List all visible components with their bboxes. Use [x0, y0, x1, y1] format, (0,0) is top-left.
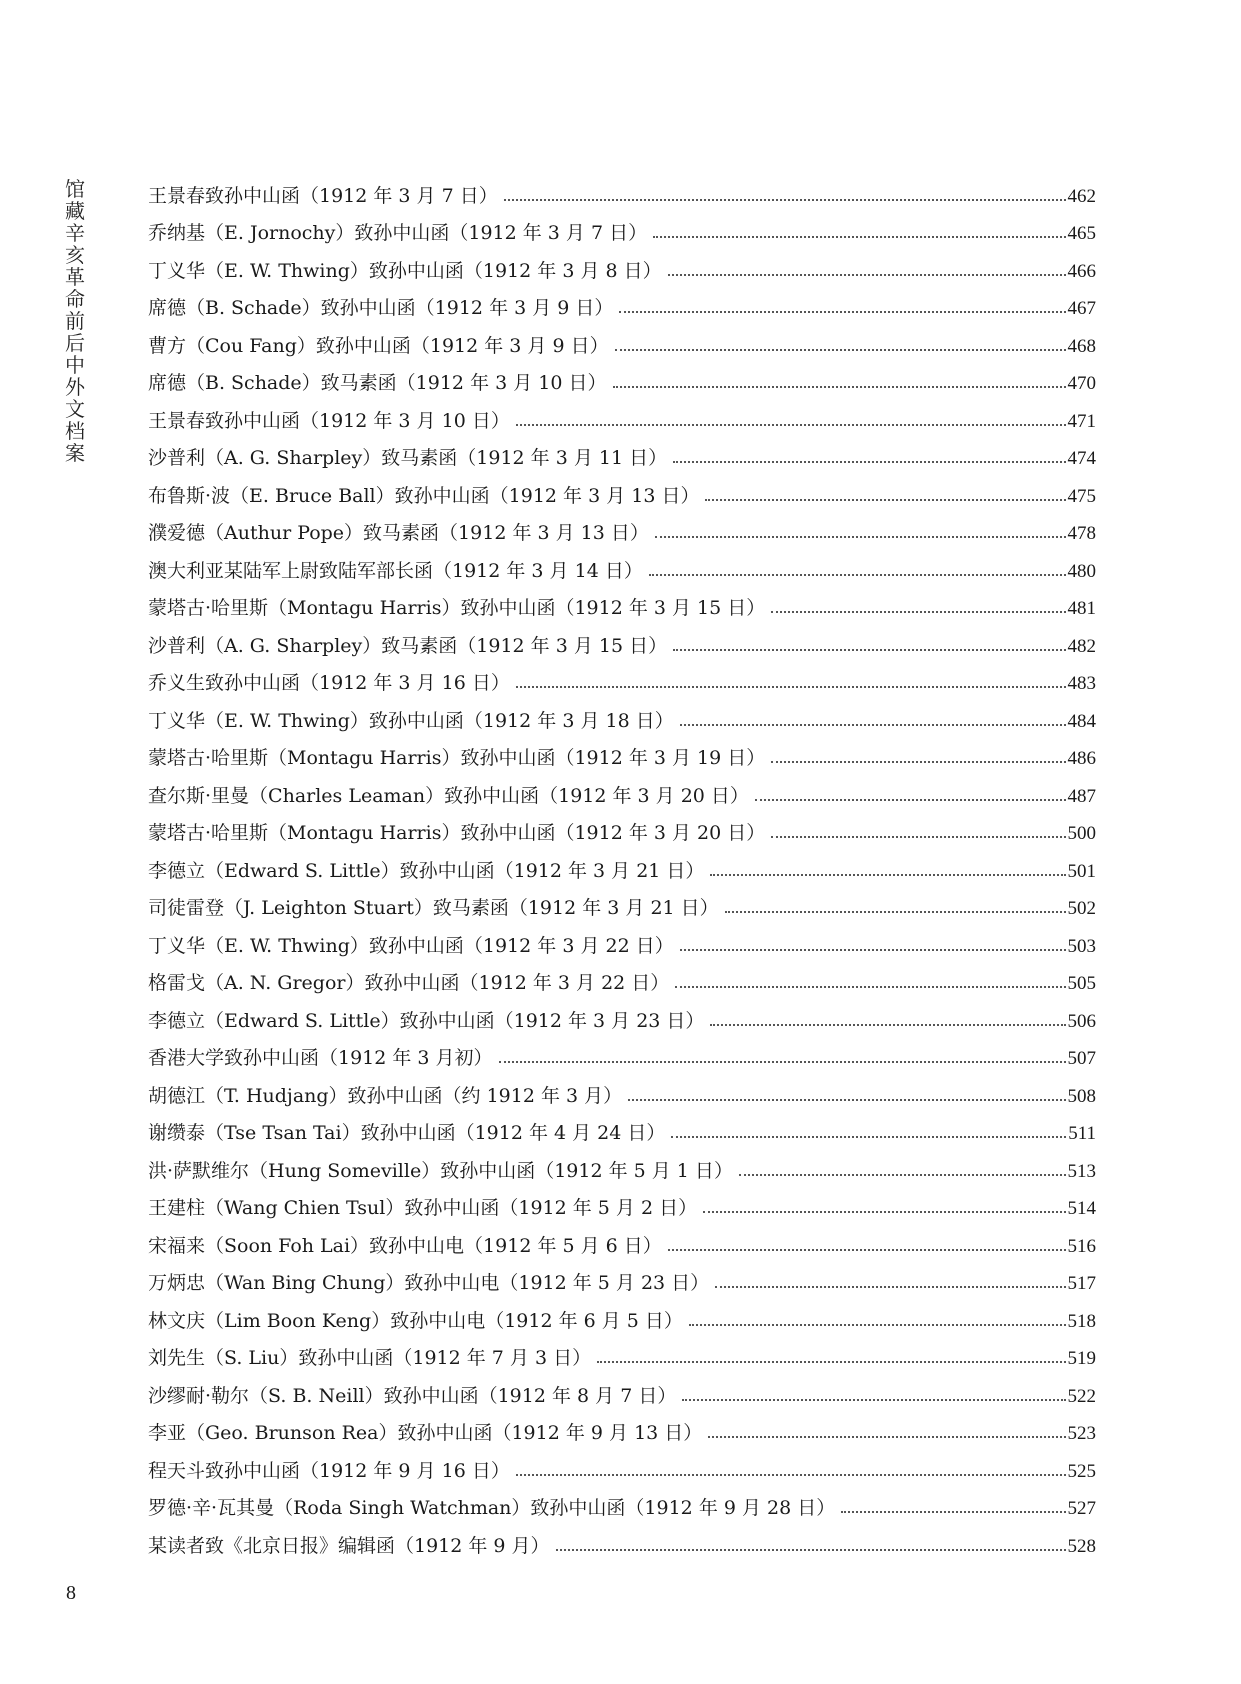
toc-entry[interactable]	[148, 1070, 1096, 1108]
toc-entry[interactable]	[148, 1333, 1096, 1371]
toc-entry-title: 胡德江（T. Hudjang）致孙中山函（约 1912 年 3 月）	[148, 1084, 623, 1107]
toc-dot-leader	[499, 1061, 1066, 1063]
toc-entry[interactable]	[148, 1295, 1096, 1333]
toc-entry-page: 471	[1067, 410, 1096, 432]
toc-entry-title: 李德立（Edward S. Little）致孙中山函（1912 年 3 月 23 日）	[148, 1009, 705, 1032]
toc-entry-title: 澳大利亚某陆军上尉致陆军部长函（1912 年 3 月 14 日）	[148, 559, 643, 582]
toc-entry[interactable]	[148, 1145, 1096, 1183]
toc-entry-page: 478	[1067, 523, 1096, 544]
toc-entry-page: 503	[1067, 935, 1096, 957]
toc-dot-leader	[771, 836, 1065, 838]
toc-entry[interactable]	[148, 320, 1096, 358]
toc-entry-title: 程天斗致孙中山函（1912 年 9 月 16 日）	[148, 1459, 510, 1482]
toc-entry[interactable]	[148, 1408, 1096, 1446]
toc-entry-title: 布鲁斯·波（E. Bruce Ball）致孙中山函（1912 年 3 月 13 日）	[148, 484, 700, 507]
toc-entry-title: 丁义华（E. W. Thwing）致孙中山函（1912 年 3 月 18 日）	[148, 709, 674, 732]
toc-entry-title: 沙普利（A. G. Sharpley）致马素函（1912 年 3 月 15 日）	[148, 634, 668, 657]
toc-entry-page: 468	[1067, 335, 1096, 357]
toc-entry-title: 林文庆（Lim Boon Keng）致孙中山电（1912 年 6 月 5 日）	[148, 1309, 683, 1332]
toc-dot-leader	[673, 649, 1065, 651]
toc-entry-page: 507	[1067, 1048, 1096, 1069]
toc-dot-leader	[516, 686, 1066, 688]
toc-entry-title: 沙缪耐·勒尔（S. B. Neill）致孙中山函（1912 年 8 月 7 日）	[148, 1384, 677, 1407]
toc-entry-title: 李亚（Geo. Brunson Rea）致孙中山函（1912 年 9 月 13 日）	[148, 1422, 703, 1444]
toc-entry[interactable]	[148, 770, 1096, 808]
toc-entry[interactable]	[148, 508, 1096, 546]
toc-entry-page: 474	[1067, 448, 1096, 469]
toc-dot-leader	[703, 1211, 1065, 1213]
toc-entry-page: 508	[1067, 1085, 1096, 1107]
toc-entry-title: 司徒雷登（J. Leighton Stuart）致马素函（1912 年 3 月 21 日）	[148, 897, 719, 919]
toc-dot-leader	[516, 424, 1066, 426]
toc-entry-title: 丁义华（E. W. Thwing）致孙中山函（1912 年 3 月 22 日）	[148, 934, 674, 957]
toc-entry-title: 某读者致《北京日报》编辑函（1912 年 9 月）	[148, 1534, 550, 1557]
toc-entry-title: 乔义生致孙中山函（1912 年 3 月 16 日）	[148, 672, 510, 694]
toc-dot-leader	[628, 1099, 1065, 1101]
toc-dot-leader	[725, 911, 1066, 913]
toc-entry[interactable]	[148, 1370, 1096, 1408]
toc-entry[interactable]	[148, 883, 1096, 921]
toc-entry-title: 蒙塔古·哈里斯（Montagu Harris）致孙中山函（1912 年 3 月 15 日）	[148, 597, 766, 619]
toc-dot-leader	[516, 1474, 1066, 1476]
toc-entry-page: 481	[1067, 598, 1096, 619]
toc-entry-title: 谢缵泰（Tse Tsan Tai）致孙中山函（1912 年 4 月 24 日）	[148, 1122, 666, 1144]
toc-entry-page: 506	[1067, 1010, 1096, 1032]
toc-entry-title: 李德立（Edward S. Little）致孙中山函（1912 年 3 月 21 日）	[148, 859, 705, 882]
toc-entry-page: 487	[1067, 785, 1096, 807]
toc-dot-leader	[771, 611, 1065, 613]
toc-dot-leader	[671, 1136, 1066, 1138]
running-head: 馆藏辛亥革命前后中外文档案	[65, 177, 85, 465]
toc-entry-title: 席德（B. Schade）致马素函（1912 年 3 月 10 日）	[148, 372, 607, 394]
toc-entry-page: 519	[1067, 1348, 1096, 1369]
toc-entry-page: 470	[1067, 373, 1096, 394]
toc-dot-leader	[682, 1399, 1065, 1401]
toc-entry-title: 濮爱德（Authur Pope）致马素函（1912 年 3 月 13 日）	[148, 522, 649, 544]
toc-entry[interactable]	[148, 958, 1096, 996]
toc-entry-title: 刘先生（S. Liu）致孙中山函（1912 年 7 月 3 日）	[148, 1347, 592, 1369]
toc-entry[interactable]	[148, 658, 1096, 696]
toc-entry-page: 505	[1067, 973, 1096, 994]
toc-dot-leader	[680, 949, 1066, 951]
toc-entry-title: 蒙塔古·哈里斯（Montagu Harris）致孙中山函（1912 年 3 月 19 日）	[148, 747, 766, 769]
toc-dot-leader	[705, 499, 1065, 501]
table-of-contents	[148, 170, 1096, 1558]
toc-entry[interactable]	[148, 1220, 1096, 1258]
toc-entry-title: 查尔斯·里曼（Charles Leaman）致孙中山函（1912 年 3 月 20 日）	[148, 784, 749, 807]
toc-entry[interactable]	[148, 395, 1096, 433]
toc-entry-page: 528	[1067, 1535, 1096, 1557]
toc-entry-page: 513	[1067, 1160, 1096, 1182]
toc-dot-leader	[771, 761, 1065, 763]
toc-entry[interactable]	[148, 1183, 1096, 1221]
toc-dot-leader	[689, 1324, 1066, 1326]
toc-dot-leader	[668, 1249, 1066, 1251]
toc-entry-page: 484	[1067, 710, 1096, 732]
toc-entry-title: 罗德·辛·瓦其曼（Roda Singh Watchman）致孙中山函（1912 年 9 月 28 日）	[148, 1497, 836, 1519]
toc-entry-page: 486	[1067, 748, 1096, 769]
toc-entry-title: 宋福来（Soon Foh Lai）致孙中山电（1912 年 5 月 6 日）	[148, 1234, 662, 1257]
page-number: 8	[66, 1582, 76, 1604]
toc-dot-leader	[710, 874, 1065, 876]
toc-entry[interactable]	[148, 620, 1096, 658]
toc-entry-title: 香港大学致孙中山函（1912 年 3 月初）	[148, 1047, 493, 1069]
toc-entry-title: 丁义华（E. W. Thwing）致孙中山函（1912 年 3 月 8 日）	[148, 259, 662, 282]
toc-entry[interactable]	[148, 283, 1096, 321]
toc-entry[interactable]	[148, 358, 1096, 396]
toc-entry[interactable]	[148, 733, 1096, 771]
toc-entry[interactable]	[148, 245, 1096, 283]
toc-entry-page: 502	[1067, 898, 1096, 919]
toc-entry-page: 522	[1067, 1385, 1096, 1407]
toc-entry-page: 483	[1067, 673, 1096, 694]
toc-entry[interactable]	[148, 170, 1096, 208]
toc-entry-page: 516	[1067, 1235, 1096, 1257]
toc-dot-leader	[673, 461, 1065, 463]
toc-entry[interactable]	[148, 695, 1096, 733]
toc-entry[interactable]	[148, 1445, 1096, 1483]
toc-dot-leader	[504, 199, 1066, 201]
toc-entry[interactable]	[148, 920, 1096, 958]
toc-dot-leader	[613, 386, 1066, 388]
toc-entry[interactable]	[148, 433, 1096, 471]
toc-entry-title: 王景春致孙中山函（1912 年 3 月 7 日）	[148, 184, 498, 207]
toc-entry-page: 517	[1067, 1273, 1096, 1294]
toc-entry-page: 465	[1067, 223, 1096, 244]
toc-entry-page: 462	[1067, 185, 1096, 207]
toc-dot-leader	[708, 1436, 1065, 1438]
toc-entry[interactable]	[148, 208, 1096, 246]
toc-entry-title: 王景春致孙中山函（1912 年 3 月 10 日）	[148, 409, 510, 432]
toc-entry[interactable]	[148, 995, 1096, 1033]
toc-dot-leader	[680, 724, 1066, 726]
toc-entry[interactable]	[148, 1033, 1096, 1071]
toc-dot-leader	[710, 1024, 1065, 1026]
toc-entry-title: 洪·萨默维尔（Hung Someville）致孙中山函（1912 年 5 月 1 日）	[148, 1159, 733, 1182]
toc-entry-title: 格雷戈（A. N. Gregor）致孙中山函（1912 年 3 月 22 日）	[148, 972, 670, 994]
toc-entry[interactable]	[148, 545, 1096, 583]
toc-entry-page: 525	[1067, 1460, 1096, 1482]
toc-entry-title: 沙普利（A. G. Sharpley）致马素函（1912 年 3 月 11 日）	[148, 447, 668, 469]
toc-dot-leader	[755, 799, 1066, 801]
toc-entry-title: 乔纳基（E. Jornochy）致孙中山函（1912 年 3 月 7 日）	[148, 222, 648, 244]
toc-dot-leader	[655, 536, 1066, 538]
toc-dot-leader	[597, 1361, 1065, 1363]
toc-entry[interactable]	[148, 1108, 1096, 1146]
toc-entry-page: 482	[1067, 635, 1096, 657]
toc-entry-page: 523	[1067, 1423, 1096, 1444]
toc-entry-page: 518	[1067, 1310, 1096, 1332]
toc-entry-title: 王建柱（Wang Chien Tsul）致孙中山函（1912 年 5 月 2 日）	[148, 1197, 698, 1219]
toc-entry-page: 511	[1068, 1123, 1096, 1144]
toc-dot-leader	[649, 574, 1066, 576]
toc-entry-title: 曹方（Cou Fang）致孙中山函（1912 年 3 月 9 日）	[148, 334, 609, 357]
toc-entry-page: 501	[1067, 860, 1096, 882]
toc-entry[interactable]	[148, 845, 1096, 883]
toc-dot-leader	[841, 1511, 1065, 1513]
toc-entry-title: 万炳忠（Wan Bing Chung）致孙中山电（1912 年 5 月 23 日）	[148, 1272, 710, 1294]
toc-dot-leader	[619, 311, 1065, 313]
toc-entry-page: 475	[1067, 485, 1096, 507]
toc-entry[interactable]	[148, 808, 1096, 846]
toc-entry-title: 蒙塔古·哈里斯（Montagu Harris）致孙中山函（1912 年 3 月 20 日）	[148, 822, 766, 844]
toc-entry-page: 514	[1067, 1198, 1096, 1219]
toc-dot-leader	[715, 1286, 1065, 1288]
toc-entry-title: 席德（B. Schade）致孙中山函（1912 年 3 月 9 日）	[148, 297, 614, 319]
toc-entry[interactable]	[148, 1520, 1096, 1558]
toc-entry[interactable]	[148, 470, 1096, 508]
toc-entry[interactable]	[148, 1258, 1096, 1296]
toc-dot-leader	[739, 1174, 1066, 1176]
toc-entry-page: 527	[1067, 1498, 1096, 1519]
toc-entry-page: 500	[1067, 823, 1096, 844]
toc-entry-page: 466	[1067, 260, 1096, 282]
toc-dot-leader	[653, 236, 1065, 238]
toc-entry-page: 467	[1067, 298, 1096, 319]
toc-entry[interactable]	[148, 583, 1096, 621]
toc-dot-leader	[615, 349, 1066, 351]
toc-dot-leader	[668, 274, 1066, 276]
toc-dot-leader	[675, 986, 1065, 988]
toc-dot-leader	[556, 1549, 1066, 1551]
toc-entry-page: 480	[1067, 560, 1096, 582]
toc-entry[interactable]	[148, 1483, 1096, 1521]
